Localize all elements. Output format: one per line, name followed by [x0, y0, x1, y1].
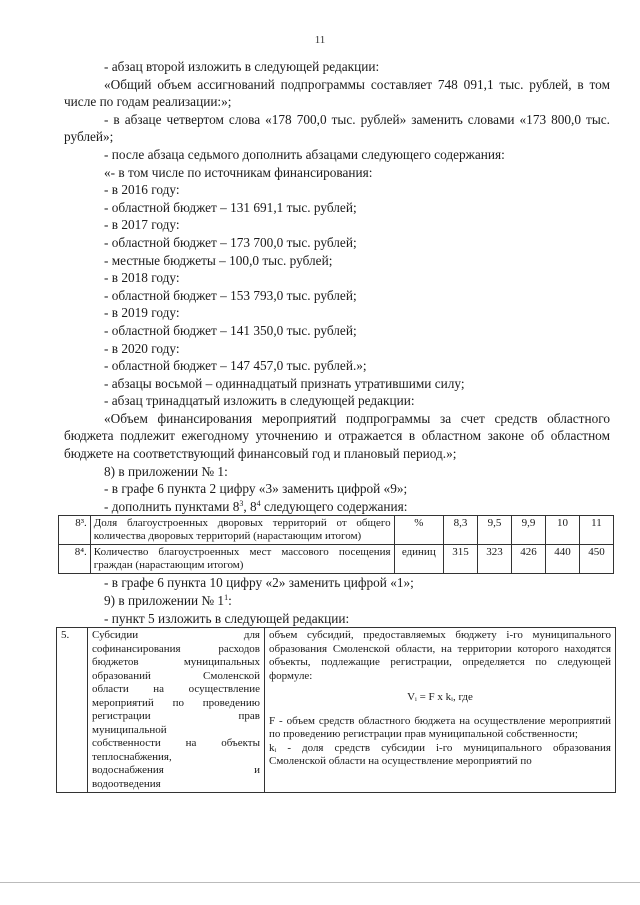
- row-description: Количество благоустроенных мест массового посещения граждан (нарастающим итогом): [90, 545, 394, 574]
- table-row: [59, 545, 614, 574]
- paragraph: - в 2017 году:: [104, 217, 180, 233]
- paragraph: - в 2020 году:: [104, 340, 180, 356]
- value-cell: 450: [579, 545, 613, 574]
- paragraph: 8) в приложении № 1:: [104, 463, 228, 479]
- paragraph: - в 2018 году:: [104, 270, 180, 286]
- cell-paragraph: объем субсидий, предоставляемых бюджету i-го муниципального образования Смоленской области, на территории которого находятся объекты, подлежащие регистрации, определяется по следующей формуле:: [269, 629, 611, 682]
- paragraph: - в абзаце четвертом слова «178 700,0 тыс. рублей» заменить словами «173 800,0 тыс. рублей»;: [64, 111, 610, 145]
- paragraph: «Объем финансирования мероприятий подпрограммы за счет средств областного бюджета подлежит ежегодному уточнению и отражается в областном законе об областном бюджете на соответствующий финансовый год и плановый период.»;: [64, 410, 610, 462]
- paragraph: - областной бюджет – 131 691,1 тыс. рублей;: [104, 199, 357, 215]
- cell-line: водоснабжения и: [92, 764, 260, 777]
- row-unit: %: [394, 516, 443, 545]
- value-cell: 11: [579, 516, 613, 545]
- cell-line: регистрации прав: [92, 710, 260, 723]
- paragraph: - местные бюджеты – 100,0 тыс. рублей;: [104, 252, 333, 268]
- paragraph: - в 2019 году:: [104, 305, 180, 321]
- paragraph: - абзац тринадцатый изложить в следующей редакции:: [104, 393, 415, 409]
- cell-line: Субсидии для: [92, 629, 260, 642]
- paragraph: - абзац второй изложить в следующей редакции:: [104, 59, 380, 74]
- paragraph: «Общий объем ассигнований подпрограммы составляет 748 091,1 тыс. рублей, в том числе по годам реализации:»;: [64, 76, 610, 110]
- cell-line: образований Смоленской: [92, 669, 260, 682]
- cell-line: муниципальной: [92, 723, 167, 736]
- cell-line: собственности на объекты: [92, 737, 260, 750]
- paragraph: «- в том числе по источникам финансирования:: [104, 164, 373, 180]
- row-number: 5.: [57, 628, 88, 793]
- cell-paragraph: kᵢ - доля средств субсидии i-го муниципального образования Смоленской области на осуществление мероприятий по: [269, 741, 611, 768]
- cell-line: области на осуществление: [92, 683, 260, 696]
- value-cell: 8,3: [443, 516, 477, 545]
- paragraph: - областной бюджет – 173 700,0 тыс. рублей;: [104, 234, 357, 250]
- paragraph: - в графе 6 пункта 10 цифру «2» заменить цифрой «1»;: [104, 575, 414, 591]
- paragraph: - областной бюджет – 153 793,0 тыс. рублей;: [104, 287, 357, 303]
- subsidy-method-cell: [265, 628, 616, 793]
- value-cell: 323: [477, 545, 511, 574]
- indicators-table: [58, 515, 614, 574]
- table-row: [59, 516, 614, 545]
- cell-paragraph: F - объем средств областного бюджета на осуществление мероприятий по проведению регистрации прав муниципальной собственности;: [269, 714, 611, 741]
- paragraph: - в графе 6 пункта 2 цифру «3» заменить цифрой «9»;: [104, 481, 408, 497]
- paragraph: - после абзаца седьмого дополнить абзацами следующего содержания:: [104, 146, 505, 162]
- value-cell: 440: [545, 545, 579, 574]
- page-bottom-rule: [0, 882, 640, 883]
- cell-line: водоотведения: [92, 777, 161, 790]
- document-body: [61, 58, 611, 793]
- paragraph: - пункт 5 изложить в следующей редакции:: [104, 610, 350, 626]
- add-points-line: - дополнить пунктами $8^3$, $8^4$ следующего содержания:: [104, 498, 408, 514]
- paragraph: - областной бюджет – 141 350,0 тыс. рублей;: [104, 322, 357, 338]
- paragraph: - абзацы восьмой – одиннадцатый признать утратившими силу;: [104, 375, 465, 391]
- subsidy-table: [56, 627, 616, 793]
- table-row: [57, 628, 616, 793]
- value-cell: 10: [545, 516, 579, 545]
- row-number: 8³.: [59, 516, 91, 545]
- cell-line: бюджетов муниципальных: [92, 656, 260, 669]
- row-unit: единиц: [394, 545, 443, 574]
- row-description: Доля благоустроенных дворовых территорий от общего количества дворовых территорий (нарастающим итогом): [90, 516, 394, 545]
- page-number: 11: [314, 34, 326, 46]
- paragraph: - областной бюджет – 147 457,0 тыс. рублей.»;: [104, 358, 367, 374]
- value-cell: 315: [443, 545, 477, 574]
- cell-line: теплоснабжения,: [92, 750, 172, 763]
- cell-line: софинансирования расходов: [92, 642, 260, 655]
- paragraph: - в 2016 году:: [104, 182, 180, 198]
- cell-line: мероприятий по проведению: [92, 696, 260, 709]
- value-cell: 9,9: [511, 516, 545, 545]
- row-number: 8⁴.: [59, 545, 91, 574]
- subsidy-name-cell: [88, 628, 265, 793]
- value-cell: 426: [511, 545, 545, 574]
- appendix-line: 9) в приложении № $1^1$:: [104, 593, 232, 609]
- value-cell: 9,5: [477, 516, 511, 545]
- formula: Vᵢ = F x kᵢ, где: [407, 691, 473, 704]
